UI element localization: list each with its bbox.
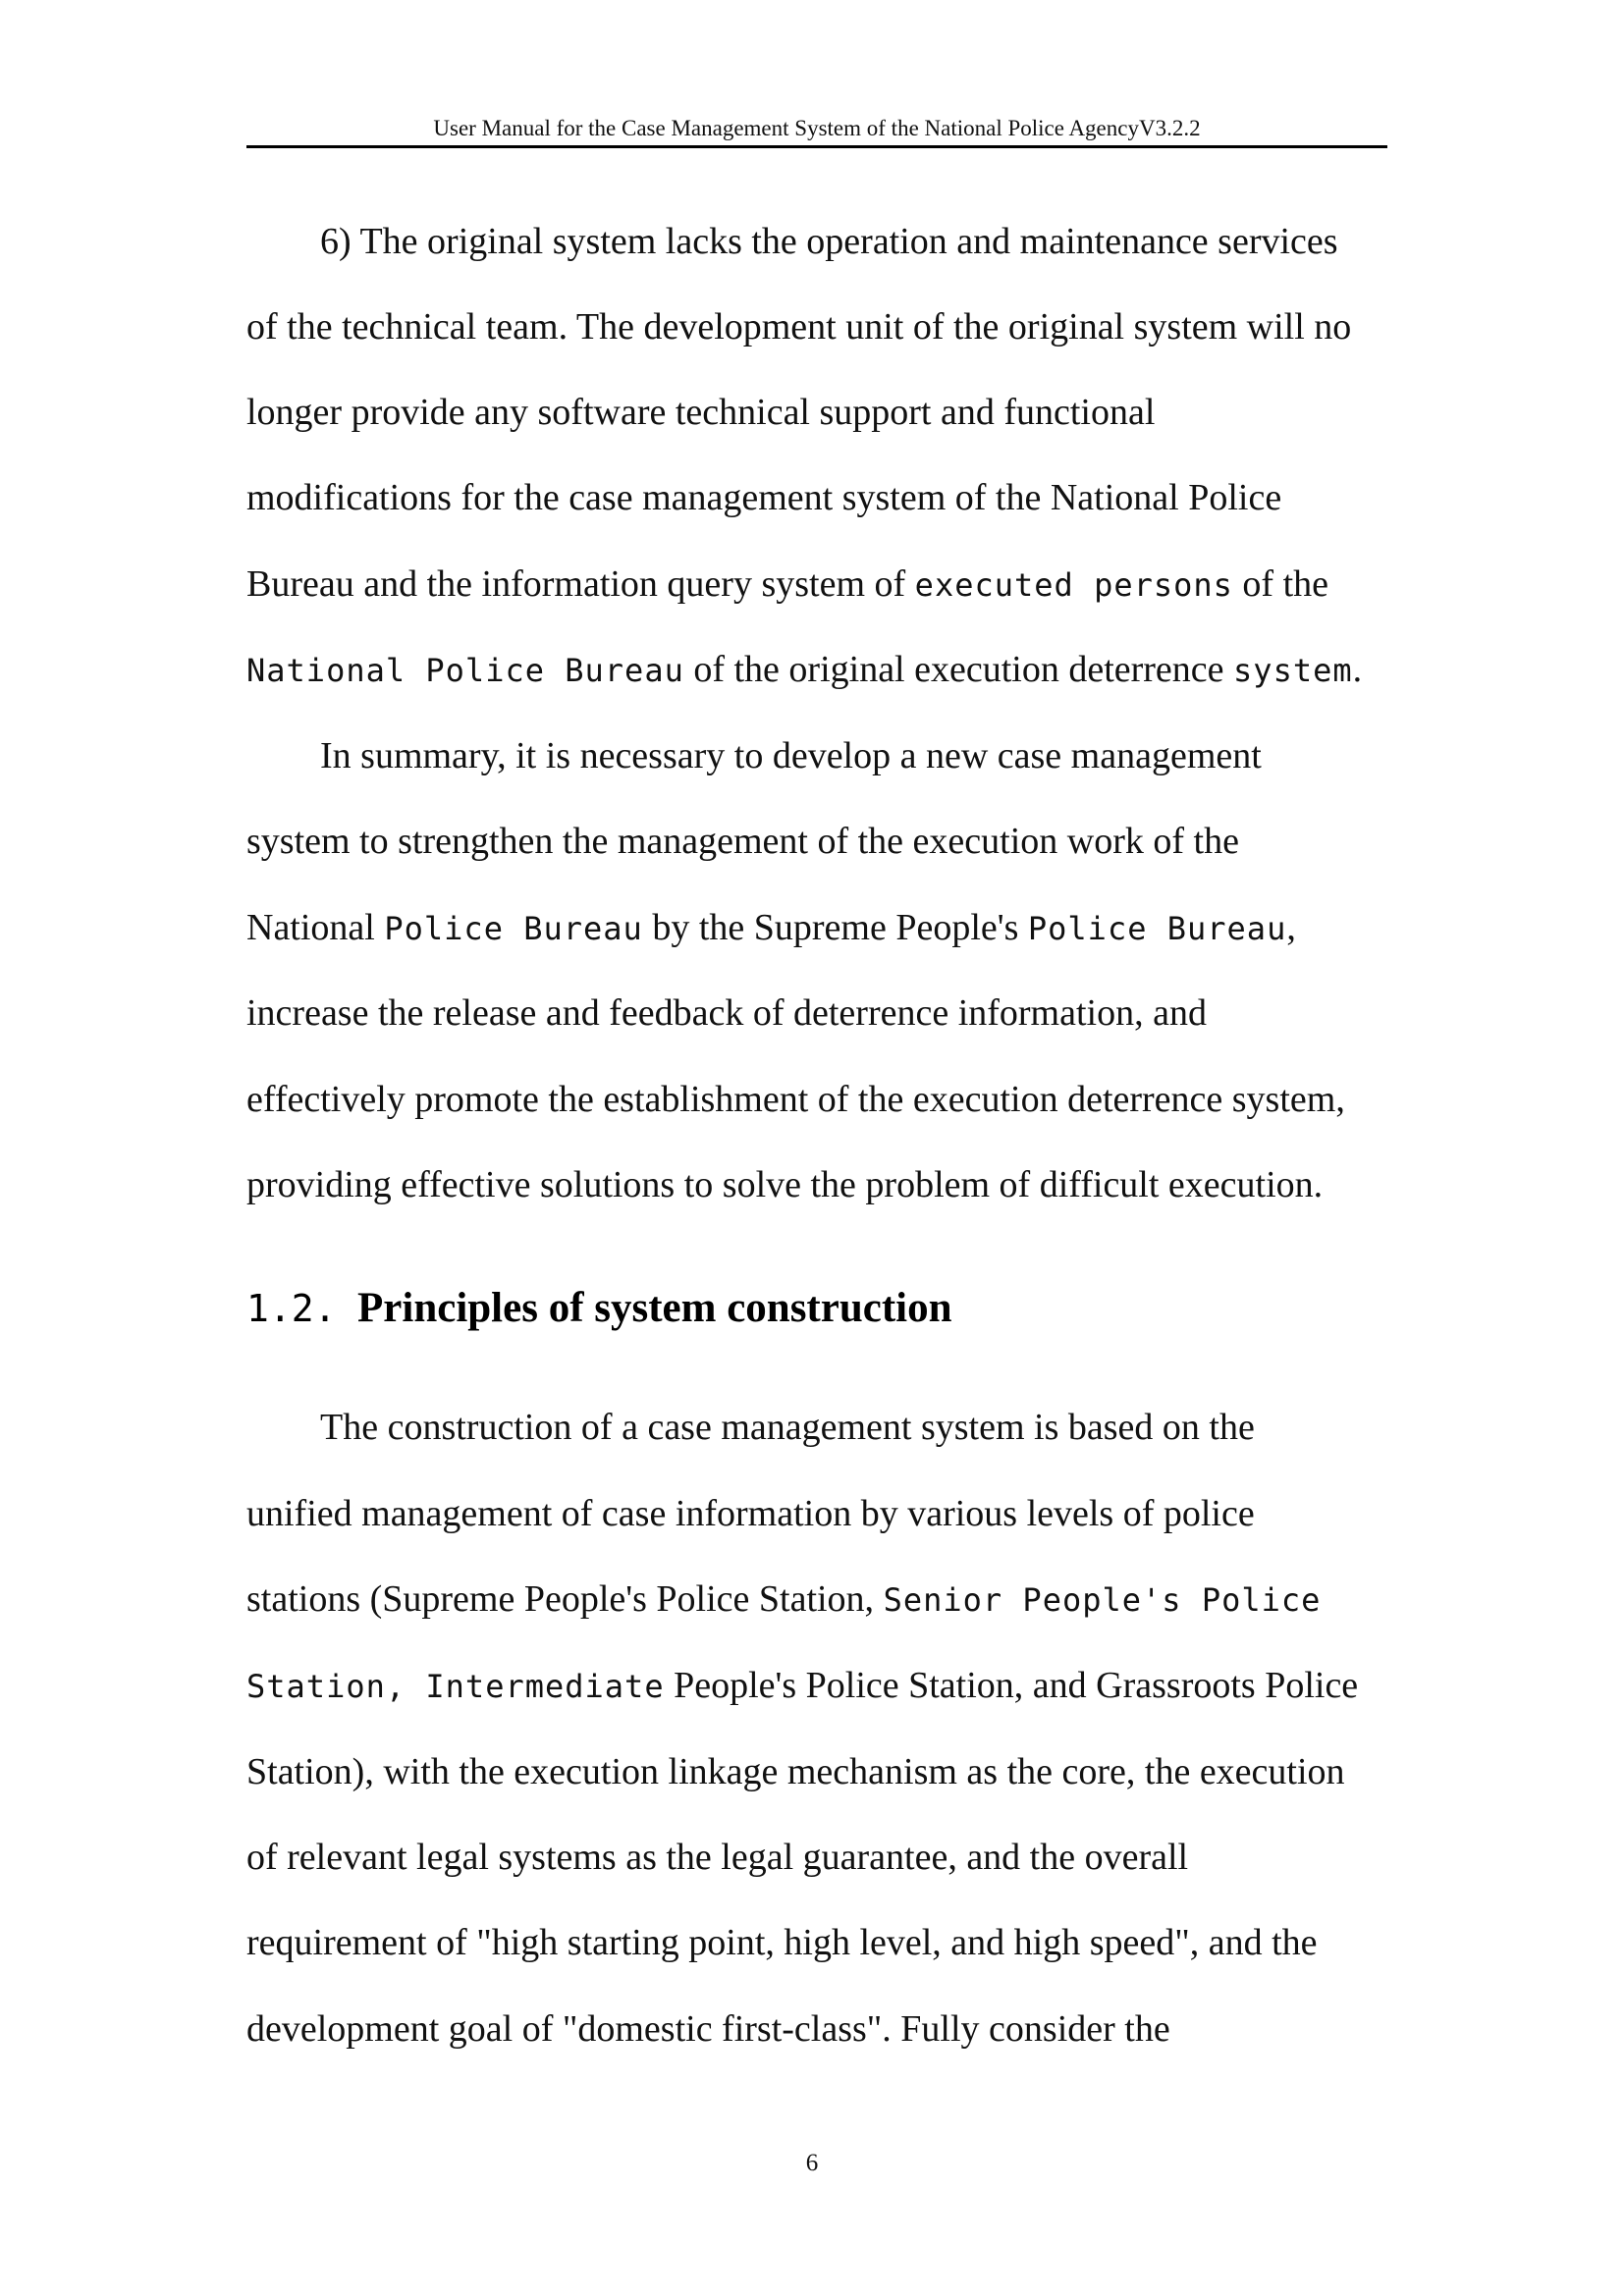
paragraph-1-line-2: of the technical team. The development unit of the original system will no xyxy=(246,306,1352,347)
text-run: People's Police Station, and Grassroots Police xyxy=(664,1665,1359,1706)
paragraph-3-line-5: Station), with the execution linkage mechanism as the core, the execution xyxy=(246,1751,1345,1792)
text-run: of the original execution deterrence xyxy=(683,649,1234,690)
paragraph-3-line-1: The construction of a case management system is based on the xyxy=(320,1407,1255,1448)
paragraph-1-line-6 xyxy=(246,646,1362,694)
paragraph-3-line-7: requirement of "high starting point, high level, and high speed", and the xyxy=(246,1922,1318,1963)
paragraph-2-line-2: system to strengthen the management of the execution work of the xyxy=(246,821,1239,862)
paragraph-1-line-1: 6) The original system lacks the operation and maintenance services xyxy=(320,221,1338,262)
paragraph-2-line-6: providing effective solutions to solve the problem of difficult execution. xyxy=(246,1164,1324,1205)
paragraph-3-line-3 xyxy=(246,1575,1321,1624)
page-number: 6 xyxy=(805,2150,819,2176)
section-heading xyxy=(246,1281,952,1336)
text-run-mono: National Police Bureau xyxy=(246,652,684,689)
text-run-mono: Senior People's Police xyxy=(883,1581,1322,1619)
paragraph-3-line-6: of relevant legal systems as the legal guarantee, and the overall xyxy=(246,1837,1189,1878)
text-run: of the xyxy=(1232,563,1328,605)
paragraph-2-line-1: In summary, it is necessary to develop a new case management xyxy=(320,735,1262,776)
paragraph-3-line-8: development goal of "domestic first-class". Fully consider the xyxy=(246,2008,1170,2050)
text-run: , xyxy=(1286,907,1296,948)
text-run-mono: executed persons xyxy=(914,566,1233,604)
paragraph-3-line-4 xyxy=(246,1662,1358,1710)
text-run: Bureau and the information query system of xyxy=(246,563,915,605)
paragraph-2-line-4: increase the release and feedback of deterrence information, and xyxy=(246,992,1207,1034)
paragraph-2-line-3 xyxy=(246,904,1296,952)
text-run-mono: Police Bureau xyxy=(384,910,643,947)
paragraph-2-line-5: effectively promote the establishment of the execution deterrence system, xyxy=(246,1079,1345,1120)
running-header: User Manual for the Case Management System of the National Police AgencyV3.2.2 xyxy=(433,116,1201,140)
text-run-mono: Police Bureau xyxy=(1027,910,1287,947)
text-run: National xyxy=(246,907,385,948)
header-rule xyxy=(246,145,1387,148)
text-run-mono: system xyxy=(1233,652,1353,689)
paragraph-3-line-2: unified management of case information by various levels of police xyxy=(246,1493,1255,1534)
text-run: . xyxy=(1352,649,1363,690)
text-run: stations (Supreme People's Police Station, xyxy=(246,1578,884,1620)
text-run-mono: Station, Intermediate xyxy=(246,1668,665,1705)
section-title: Principles of system construction xyxy=(357,1285,952,1331)
paragraph-1-line-3: longer provide any software technical support and functional xyxy=(246,392,1156,433)
text-run: by the Supreme People's xyxy=(642,907,1028,948)
paragraph-1-line-5 xyxy=(246,561,1328,609)
paragraph-1-line-4: modifications for the case management system of the National Police xyxy=(246,477,1282,518)
section-number: 1.2. xyxy=(246,1287,337,1330)
